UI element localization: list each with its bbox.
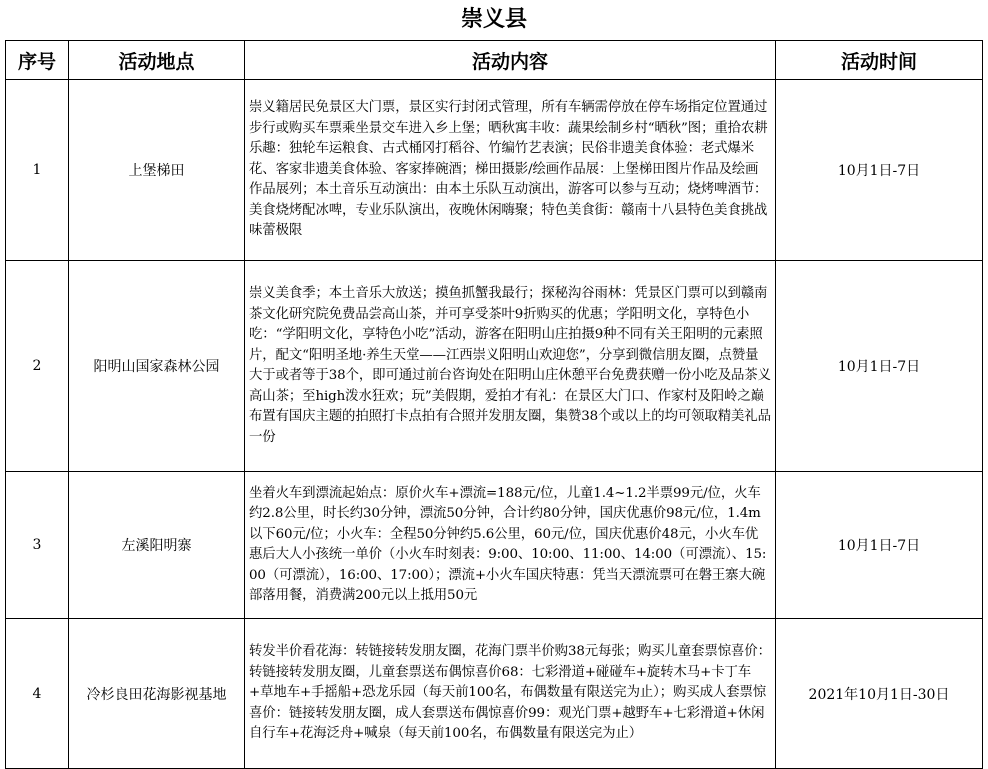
row-location: 左溪阳明寨 [69, 472, 245, 619]
row-index: 3 [6, 472, 69, 619]
row-content: 崇义美食季；本土音乐大放送；摸鱼抓蟹我最行；探秘沟谷雨林：凭景区门票可以到赣南茶文化研究院免费品尝高山茶，并可享受茶叶9折购买的优惠；学阳明文化，享特色小吃：“学阳明文化，享特色小吃”活动，游客在阳明山庄拍摄9种不同有关王阳明的元素照片，配文“阳明圣地·养生天堂——江西崇义阳明山欢迎您”，分享到微信朋友圈，点赞量大于或者等于38个，即可通过前台咨询处在阳明山庄休憩平台免费获赠一份小吃及品茶义高山茶；至high泼水狂欢；玩”美假期，爱拍才有礼：在景区大门口、作家村及阳岭之巅布置有国庆主题的拍照打卡点拍有合照并发朋友圈，集赞38个或以上的均可领取精美礼品一份 [245, 261, 776, 472]
table-row [6, 261, 983, 472]
row-content: 转发半价看花海：转链接转发朋友圈，花海门票半价购38元每张；购买儿童套票惊喜价：转链接转发朋友圈，儿童套票送布偶惊喜价68：七彩滑道+碰碰车+旋转木马+卡丁车+草地车+手摇船+恐龙乐园（每天前100名，布偶数量有限送完为止）；购买成人套票惊喜价：链接转发朋友圈，成人套票送布偶惊喜价99：观光门票+越野车+七彩滑道+休闲自行车+花海泛舟+喊泉（每天前100名，布偶数量有限送完为止） [245, 619, 776, 769]
header-content: 活动内容 [245, 41, 776, 80]
row-index: 4 [6, 619, 69, 769]
row-time: 10月1日-7日 [776, 472, 983, 619]
row-index: 1 [6, 80, 69, 261]
row-location: 上堡梯田 [69, 80, 245, 261]
row-index: 2 [6, 261, 69, 472]
row-time: 10月1日-7日 [776, 80, 983, 261]
row-time: 10月1日-7日 [776, 261, 983, 472]
header-row [6, 41, 983, 80]
row-location: 阳明山国家森林公园 [69, 261, 245, 472]
header-time: 活动时间 [776, 41, 983, 80]
header-index: 序号 [6, 41, 69, 80]
table-row [6, 80, 983, 261]
page-title: 崇义县 [460, 7, 527, 32]
table-row [6, 619, 983, 769]
table-row [6, 472, 983, 619]
row-content: 坐着火车到漂流起始点：原价火车+漂流=188元/位，儿童1.4~1.2半票99元/位，火车约2.8公里，时长约30分钟，漂流50分钟，合计约80分钟，国庆优惠价98元/位，1.4m以下60元/位；小火车：全程50分钟约5.6公里，60元/位，国庆优惠价48元，小火车优惠后大人小孩统一单价（小火车时刻表：9:00、10:00、11:00、14:00（可漂流）、15:00（可漂流），16:00、17:00）；漂流+小火车国庆特惠：凭当天漂流票可在磐王寨大碗部落用餐，消费满200元以上抵用50元 [245, 472, 776, 619]
header-location: 活动地点 [69, 41, 245, 80]
activity-table [5, 40, 983, 769]
row-content: 崇义籍居民免景区大门票，景区实行封闭式管理，所有车辆需停放在停车场指定位置通过步行或购买车票乘坐景交车进入乡上堡；晒秋寓丰收：蔬果绘制乡村“晒秋”图；重拾农耕乐趣：独轮车运粮食、古式桶冈打稻谷、竹编竹艺表演；民俗非遗美食体验：老式爆米花、客家非遗美食体验、客家捧碗酒；梯田摄影/绘画作品展：上堡梯田图片作品及绘画作品展列；本土音乐互动演出：由本土乐队互动演出，游客可以参与互动；烧烤啤酒节：美食烧烤配冰啤，专业乐队演出，夜晚休闲嗨聚；特色美食街：赣南十八县特色美食挑战味蕾极限 [245, 80, 776, 261]
row-location: 冷杉良田花海影视基地 [69, 619, 245, 769]
row-time: 2021年10月1日-30日 [776, 619, 983, 769]
